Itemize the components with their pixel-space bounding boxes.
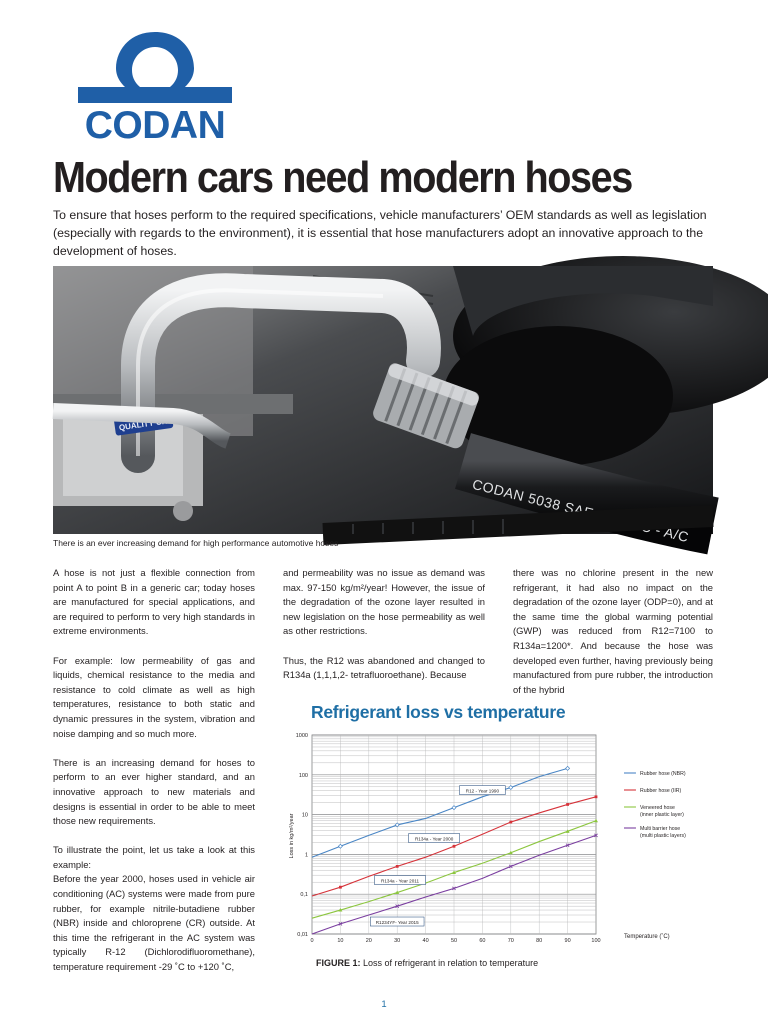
chart xyxy=(278,728,728,978)
page-headline: Modern cars need modern hoses xyxy=(53,153,632,202)
body-column-1 xyxy=(53,566,255,989)
legend-label: Multi barrier hose xyxy=(640,826,681,832)
data-point xyxy=(396,865,399,868)
hose-print-text: CODAN 5038 SAE J2064 C - A/C xyxy=(470,475,691,546)
paragraph: there was no chlorine present in the new refrigerant, it had also no impact on the degradation of the ozone layer (ODP=0), and at the same time the global warming potential (GWP) was reduced from R12=7100 to R134a=1200*. And because the hose was developed even further, having previously being manufactured from pure rubber, the introduction of the hybrid xyxy=(513,567,713,695)
figure-label: FIGURE 1: xyxy=(316,958,361,968)
body-column-3 xyxy=(513,566,713,695)
x-tick-label: 80 xyxy=(536,938,543,944)
x-tick-label: 60 xyxy=(479,938,486,944)
x-tick-label: 30 xyxy=(394,938,401,944)
body-column-2 xyxy=(283,566,485,682)
y-tick-label: 0,01 xyxy=(297,932,308,938)
legend-label: Veneered hose xyxy=(640,805,675,811)
annotation-label: R1234YF- Year 2015 xyxy=(375,919,419,925)
page-number: 1 xyxy=(381,999,387,1010)
x-tick-label: 90 xyxy=(564,938,571,944)
data-point xyxy=(453,845,456,848)
x-axis-label: Temperature (˚C) xyxy=(624,934,670,940)
figure-caption-text: Loss of refrigerant in relation to temperature xyxy=(363,958,539,968)
y-tick-label: 0,1 xyxy=(300,892,308,899)
paragraph: For example: low permeability of gas and liquids, chemical resistance to the media and resistance to cold climate as well as high temperatures, resistance to both static and dynamic pressures in the system, vibration and noise damping and so much more. xyxy=(53,654,255,739)
data-point xyxy=(595,795,598,798)
pipe-band-text: QUALITY CHEC xyxy=(118,415,179,433)
annotation-label: R134a - Year 2011 xyxy=(381,878,420,884)
logo-wordmark: CODAN xyxy=(84,104,226,147)
photo-caption: There is an ever increasing demand for high performance automotive hoses xyxy=(53,538,339,548)
figure-caption xyxy=(316,958,538,968)
legend-label: (multi plastic layers) xyxy=(640,833,686,839)
legend-label: Rubber hose (NBR) xyxy=(640,771,686,777)
paragraph: Thus, the R12 was abandoned and changed to R134a (1,1,1,2- tetrafluoroethane). Because xyxy=(283,654,485,681)
paragraph: Before the year 2000, hoses used in vehicle air conditioning (AC) systems were made from pure rubber, for example nitrile-butadiene rubber (NBR) inside and chloroprene (CR) outside. At this time the refrigerant in the AC system was typically R-12 (Dichlorodifluoromethane), temperature requirement -29 ˚C to +120 ˚C, xyxy=(53,873,255,973)
x-tick-label: 100 xyxy=(591,938,601,944)
paragraph: To illustrate the point, let us take a look at this example: xyxy=(53,844,255,870)
paragraph: A hose is not just a flexible connection from point A to point B in a generic car; today hoses are manufactured for special applications, and are required to perform to very high standards in extreme environments. xyxy=(53,567,255,637)
x-tick-label: 70 xyxy=(507,938,514,944)
data-point xyxy=(339,886,342,889)
x-tick-label: 0 xyxy=(310,938,314,944)
legend-label: (inner plastic layer) xyxy=(640,812,684,818)
y-tick-label: 1000 xyxy=(295,733,308,739)
y-tick-label: 1 xyxy=(304,852,308,859)
x-tick-label: 50 xyxy=(450,938,458,944)
paragraph: and permeability was no issue as demand was max. 97-150 kg/m²/year! However, the issue of the degradation of the ozone layer resulted in new legislation on the hose permeability as well as other restrictions. xyxy=(283,567,485,637)
data-point xyxy=(509,821,512,824)
paragraph: There is an increasing demand for hoses to perform to an ever higher standard, and an innovative approach to new materials and designs is essential in order to be able to meet those new requirements. xyxy=(53,756,255,827)
annotation-label: R134a - Year 2000 xyxy=(414,836,454,842)
x-tick-label: 20 xyxy=(365,938,372,944)
data-point xyxy=(566,803,569,806)
x-tick-label: 40 xyxy=(422,938,429,944)
codan-logo xyxy=(78,32,232,147)
chart-title: Refrigerant loss vs temperature xyxy=(311,702,566,722)
legend-label: Rubber hose (IIR) xyxy=(640,788,682,794)
x-tick-label: 10 xyxy=(337,938,344,944)
y-tick-label: 10 xyxy=(301,812,308,819)
y-tick-label: 100 xyxy=(298,772,308,779)
y-axis-label: Loss in kg/m²/year xyxy=(289,813,295,859)
intro-paragraph: To ensure that hoses perform to the required specifications, vehicle manufacturers’ OEM standards as well as legislation (especially with regards to the environment), it is essential that hose manufacturers adopt an innovative approach to the development of hoses. xyxy=(53,208,707,258)
annotation-label: R12 - Year 1990 xyxy=(465,788,500,794)
